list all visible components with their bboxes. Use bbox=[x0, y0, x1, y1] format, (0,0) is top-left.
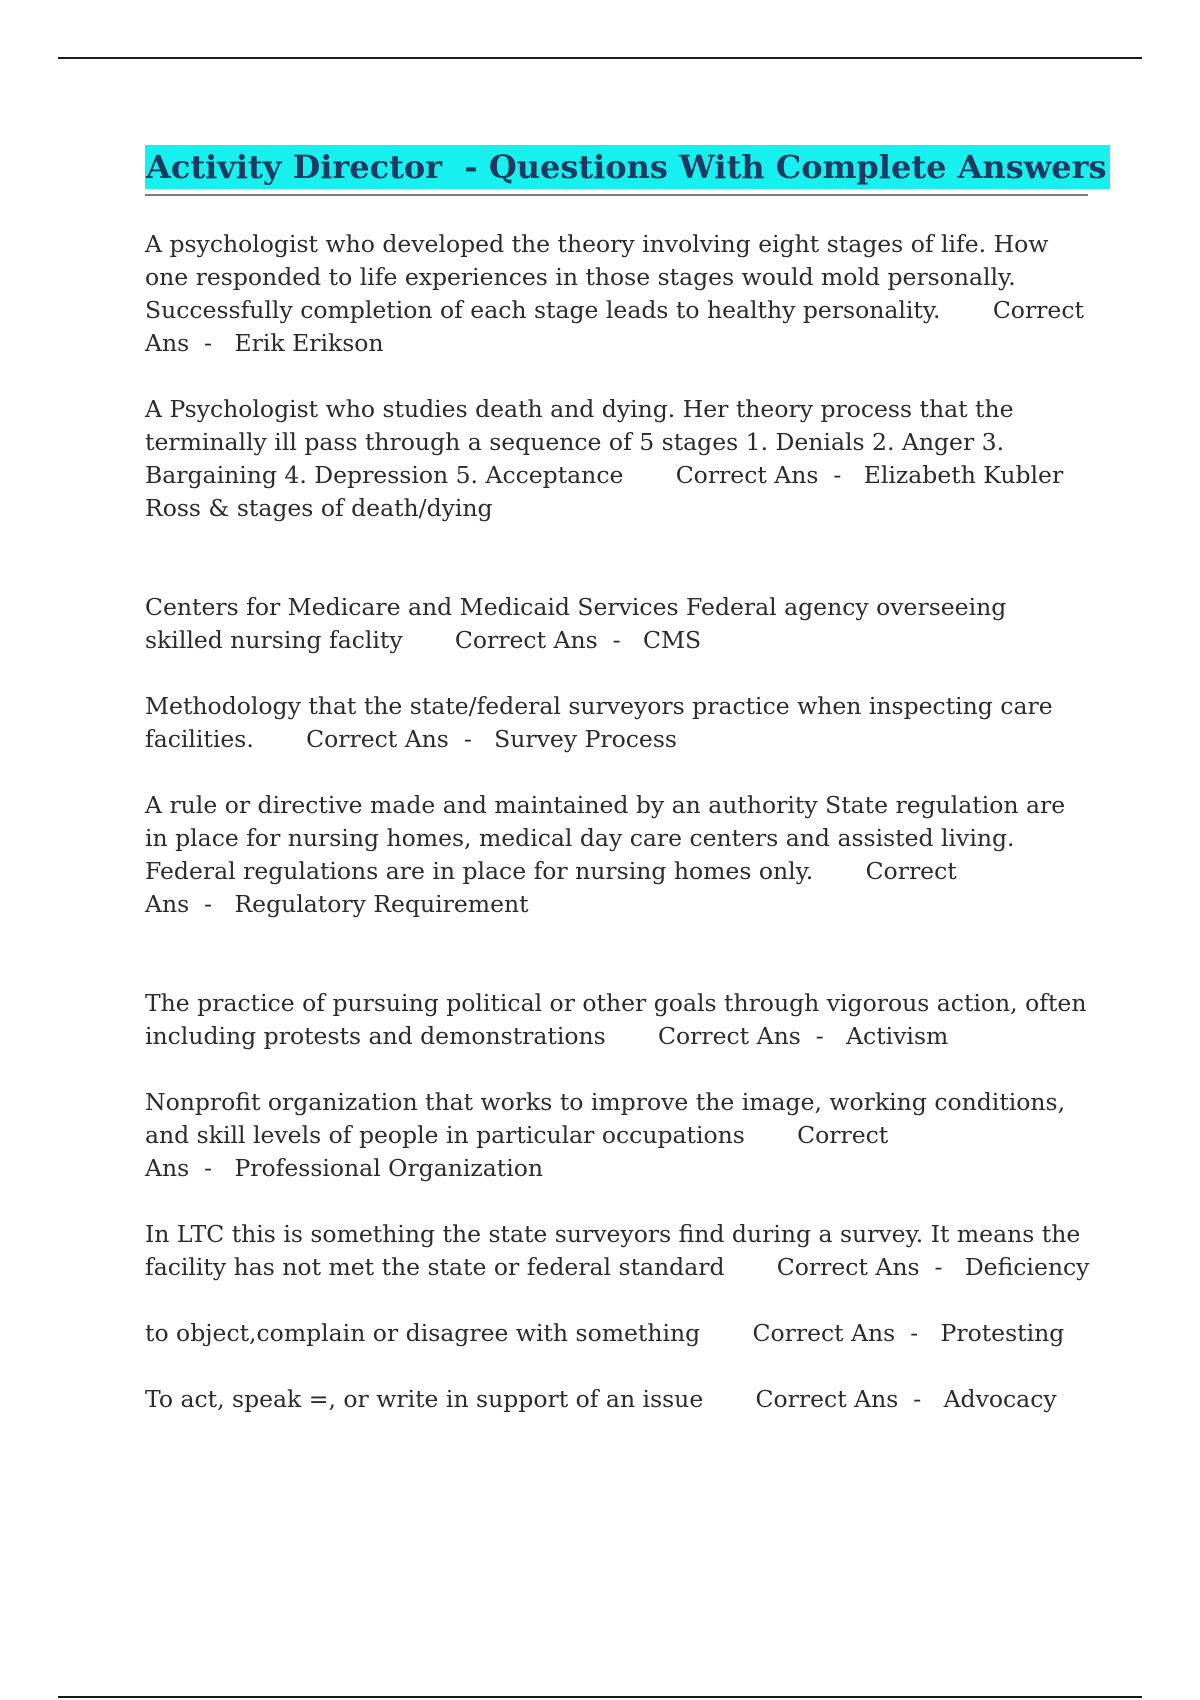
header-rule bbox=[58, 57, 1142, 59]
qa-item: A rule or directive made and maintained by an authority State regulation are in place for nursing homes, medical day care centers and assisted living. Federal regulations are in place for nursing homes only. Correct Ans - Regulatory Requirement bbox=[145, 791, 1073, 918]
answer-text: Elizabeth Kubler Ross & stages of death/dying bbox=[145, 461, 1071, 522]
answer-text: Deficiency bbox=[964, 1253, 1090, 1281]
question-text: Centers for Medicare and Medicaid Services Federal agency overseeing skilled nursing faclity bbox=[145, 593, 1014, 654]
qa-item: to object,complain or disagree with something Correct Ans - Protesting bbox=[145, 1319, 1065, 1347]
answer-label: Correct Ans bbox=[675, 461, 819, 489]
qa-item: Centers for Medicare and Medicaid Services Federal agency overseeing skilled nursing faclity Correct Ans - CMS bbox=[145, 593, 1014, 654]
answer-label: Correct Ans bbox=[752, 1319, 896, 1347]
qa-item: To act, speak =, or write in support of an issue Correct Ans - Advocacy bbox=[145, 1385, 1057, 1413]
qa-item: A psychologist who developed the theory involving eight stages of life. How one responded to life experiences in those stages would mold personally. Successfully completion of each stage leads to healthy personality. Correct Ans - Erik Erikson bbox=[145, 230, 1092, 357]
answer-text: CMS bbox=[642, 626, 702, 654]
answer-text: Professional Organization bbox=[234, 1154, 544, 1182]
question-text: A rule or directive made and maintained by an authority State regulation are in place for nursing homes, medical day care centers and assisted living. Federal regulations are in place for nursing homes only. bbox=[145, 791, 1073, 885]
question-text: A Psychologist who studies death and dying. Her theory process that the terminally ill pass through a sequence of 5 stages 1. Denials 2. Anger 3. Bargaining 4. Depression 5. Acceptance bbox=[145, 395, 1021, 489]
answer-label: Correct Ans bbox=[658, 1022, 801, 1050]
question-text: In LTC this is something the state surveyors find during a survey. It means the facility has not met the state or federal standard bbox=[145, 1220, 1088, 1281]
question-text: to object,complain or disagree with something bbox=[145, 1319, 701, 1347]
answer-label: Correct Ans bbox=[755, 1385, 899, 1413]
qa-item: In LTC this is something the state surveyors find during a survey. It means the facility has not met the state or federal standard Correct Ans - Deficiency bbox=[145, 1220, 1090, 1281]
question-text: Methodology that the state/federal surveyors practice when inspecting care facilities. bbox=[145, 692, 1061, 753]
qa-item: Methodology that the state/federal surveyors practice when inspecting care facilities. Correct Ans - Survey Process bbox=[145, 692, 1061, 753]
qa-item: Nonprofit organization that works to improve the image, working conditions, and skill levels of people in particular occupations Correct Ans - Professional Organization bbox=[145, 1088, 1073, 1182]
footer-rule bbox=[58, 1696, 1142, 1698]
answer-text: Activism bbox=[846, 1022, 949, 1050]
answer-label: Correct Ans bbox=[145, 857, 965, 918]
question-text: A psychologist who developed the theory involving eight stages of life. How one responded to life experiences in those stages would mold personally. Successfully completion of each stage leads to healthy personality. bbox=[145, 230, 1056, 324]
answer-text: Advocacy bbox=[943, 1385, 1057, 1413]
answer-text: Protesting bbox=[940, 1319, 1065, 1347]
answer-label: Correct Ans bbox=[145, 296, 1092, 357]
qa-list bbox=[145, 228, 1094, 1449]
question-text: The practice of pursuing political or other goals through vigorous action, often including protests and demonstrations bbox=[145, 989, 1094, 1050]
answer-label: Correct Ans bbox=[145, 1121, 896, 1182]
answer-text: Regulatory Requirement bbox=[234, 890, 529, 918]
question-text: To act, speak =, or write in support of an issue bbox=[145, 1385, 704, 1413]
answer-label: Correct Ans bbox=[306, 725, 449, 753]
answer-text: Erik Erikson bbox=[234, 329, 384, 357]
answer-label: Correct Ans bbox=[454, 626, 598, 654]
qa-item: The practice of pursuing political or other goals through vigorous action, often including protests and demonstrations Correct Ans - Activism bbox=[145, 989, 1094, 1050]
question-text: Nonprofit organization that works to improve the image, working conditions, and skill levels of people in particular occupations bbox=[145, 1088, 1073, 1149]
qa-item: A Psychologist who studies death and dying. Her theory process that the terminally ill pass through a sequence of 5 stages 1. Denials 2. Anger 3. Bargaining 4. Depression 5. Acceptance Correct Ans - Elizabeth Kubler Ross & stages of death/dying bbox=[145, 395, 1071, 522]
document-title: Activity Director - Questions With Complete Answers bbox=[145, 145, 1110, 189]
answer-label: Correct Ans bbox=[776, 1253, 920, 1281]
title-block bbox=[145, 145, 1107, 196]
answer-text: Survey Process bbox=[494, 725, 677, 753]
